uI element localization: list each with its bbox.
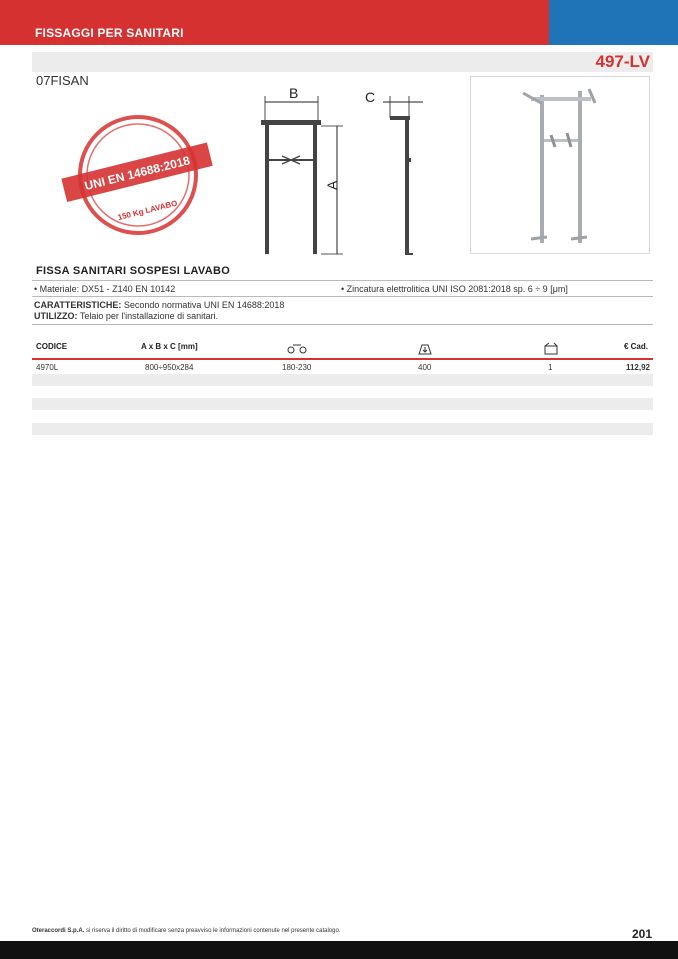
divider <box>32 324 653 325</box>
stamp-norm-text: UNI EN 14688:2018 <box>83 153 192 194</box>
empty-row-stripe <box>32 423 653 435</box>
footer-disclaimer <box>32 928 341 934</box>
page-header <box>0 0 678 45</box>
divider <box>32 280 653 281</box>
col-header-price: € Cad. <box>623 342 648 351</box>
interaxis-icon <box>287 342 307 355</box>
product-photo <box>470 76 650 254</box>
product-name: FISSA SANITARI SOSPESI LAVABO <box>36 265 231 277</box>
col-header-code: CODICE <box>36 342 68 351</box>
package-icon <box>541 342 561 355</box>
empty-row-stripe <box>32 374 653 386</box>
features-label: CARATTERISTICHE: <box>34 300 122 310</box>
cell-pack: 1 <box>548 363 553 372</box>
stamp-load-text: 150 Kg LAVABO <box>116 198 179 223</box>
footer-company: Oteraccordi S.p.A. <box>32 928 85 934</box>
dim-label-b: B <box>289 85 299 101</box>
cell-load: 400 <box>418 363 432 372</box>
technical-drawing <box>255 82 435 262</box>
spec-features <box>34 300 284 310</box>
load-icon <box>415 342 435 355</box>
cell-dims: 800÷950x284 <box>145 363 194 372</box>
header-blue-band <box>549 0 678 45</box>
spec-finish: • Zincatura elettrolitica UNI ISO 2081:2018 sp. 6 ÷ 9 [μm] <box>341 284 568 294</box>
col-header-dims: A x B x C [mm] <box>141 342 198 351</box>
frame-illustration <box>471 77 649 253</box>
footer-note-text: si riserva il diritto di modificare senza preavviso le informazioni contenute nel presente catalogo. <box>84 928 341 934</box>
cell-code: 4970L <box>36 363 59 372</box>
spec-use <box>34 311 218 321</box>
product-code-bar <box>32 52 653 72</box>
cell-interaxis: 180-230 <box>282 363 312 372</box>
dim-label-c: C <box>365 89 376 105</box>
empty-row-stripe <box>32 398 653 410</box>
page-number: 201 <box>631 927 652 941</box>
product-code: 497-LV <box>595 52 650 71</box>
spec-material: • Materiale: DX51 - Z140 EN 10142 <box>34 284 176 294</box>
table-header-rule <box>32 358 653 360</box>
certification-stamp <box>60 110 220 240</box>
family-code: 07FISAN <box>36 73 89 88</box>
divider <box>32 296 653 297</box>
cell-price: 112,92 <box>625 363 650 372</box>
use-text: Telaio per l'installazione di sanitari. <box>77 311 219 321</box>
footer-bar <box>0 941 678 959</box>
dim-label-a: A <box>324 180 340 190</box>
section-title: FISSAGGI PER SANITARI <box>35 26 184 40</box>
features-text: Secondo normativa UNI EN 14688:2018 <box>121 300 285 310</box>
use-label: UTILIZZO: <box>34 311 78 321</box>
